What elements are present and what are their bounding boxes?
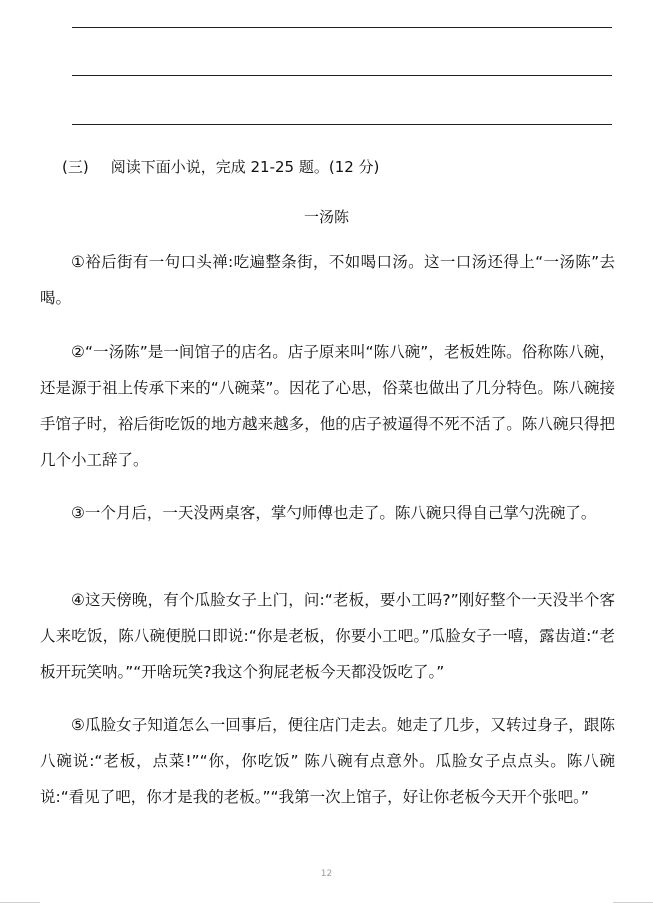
paragraph-1: ①裕后街有一句口头禅:吃遍整条街，不如喝口汤。这一口汤还得上“一汤陈”去喝。	[40, 253, 615, 307]
section-instruction: 阅读下面小说，完成 21-25 题。(12 分)	[110, 158, 380, 176]
paragraph-3: ③一个月后，一天没两桌客，掌勺师傅也走了。陈八碗只得自己掌勺洗碗了。	[71, 504, 597, 522]
paragraph-4: ④这天傍晚，有个瓜脸女子上门，问:“老板，要小工吗?”刚好整个一天没半个客人来吃饭，陈八碗便脱口即说:“你是老板，你要小工吧。”瓜脸女子一嘻，露齿道:“老板开玩笑呐。”“开啥玩笑?我这个狗屁老板今天都没饭吃了。”	[40, 591, 615, 681]
story-title: 一汤陈	[303, 208, 349, 226]
page-corner-mark-left	[0, 902, 40, 903]
section-label: (三)	[62, 158, 89, 176]
answer-line-3	[72, 124, 612, 125]
section-heading	[62, 156, 379, 178]
page-number: 12	[320, 869, 333, 879]
paragraph-5: ⑤瓜脸女子知道怎么一回事后，便往店门走去。她走了几步，又转过身子，跟陈八碗说:“老板，点菜!”“你，你吃饭” 陈八碗有点意外。瓜脸女子点点头。陈八碗说:“看见了吧，你才是我的老板。”“我第一次上馆子，好让你老板今天开个张吧。”	[40, 716, 615, 806]
paragraph-2: ②“一汤陈”是一间馆子的店名。店子原来叫“陈八碗”，老板姓陈。俗称陈八碗，还是源于祖上传承下来的“八碗菜”。因花了心思，俗菜也做出了几分特色。陈八碗接手馆子时，裕后街吃饭的地方越来越多，他的店子被逼得不死不活了。陈八碗只得把几个小工辞了。	[40, 343, 615, 469]
answer-line-2	[72, 75, 612, 76]
page-corner-mark-right	[613, 902, 653, 903]
answer-line-1	[72, 27, 612, 28]
